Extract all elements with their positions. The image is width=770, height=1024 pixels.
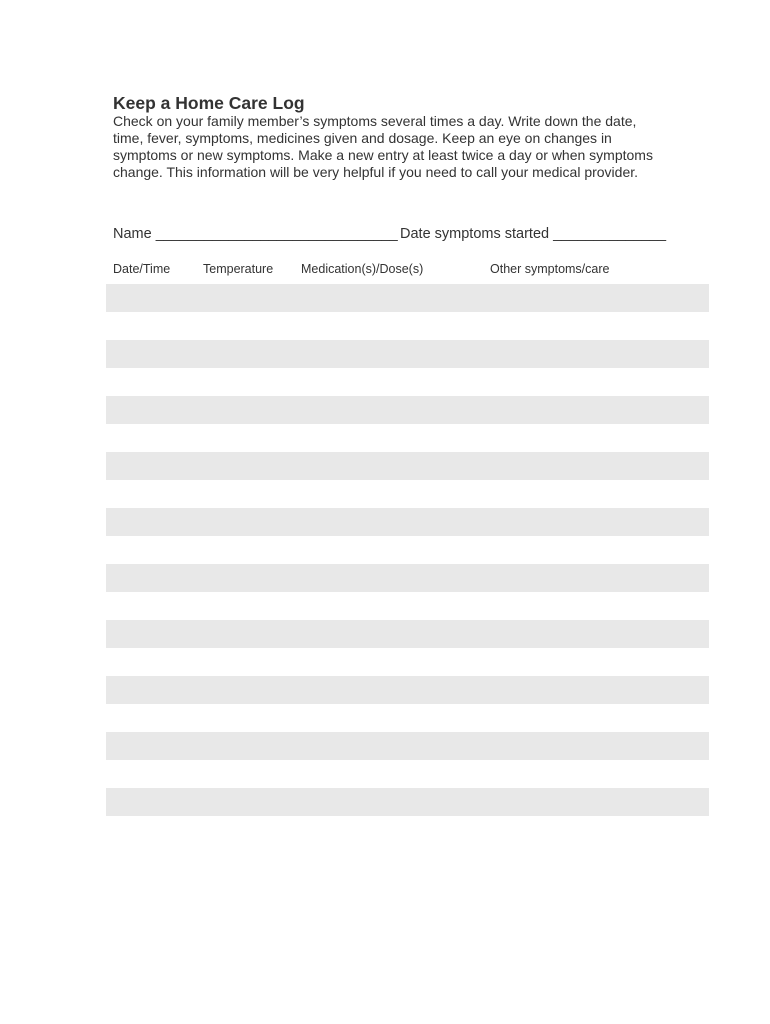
log-row[interactable] bbox=[106, 452, 709, 480]
log-row[interactable] bbox=[106, 676, 709, 704]
log-row[interactable] bbox=[106, 284, 709, 312]
log-row[interactable] bbox=[106, 396, 709, 424]
intro-line: change. This information will be very helpful if you need to call your medical provider. bbox=[113, 164, 639, 180]
date-symptoms-started-field[interactable]: Date symptoms started ______________ bbox=[400, 226, 667, 242]
log-row[interactable] bbox=[106, 620, 709, 648]
name-field[interactable]: Name ______________________________ bbox=[113, 226, 398, 242]
intro-line: Check on your family member’s symptoms several times a day. Write down the date, bbox=[113, 113, 637, 129]
log-row[interactable] bbox=[106, 508, 709, 536]
page-title: Keep a Home Care Log bbox=[113, 93, 305, 113]
log-row[interactable] bbox=[106, 564, 709, 592]
intro-line: symptoms or new symptoms. Make a new entry at least twice a day or when symptoms bbox=[113, 147, 653, 163]
log-row[interactable] bbox=[106, 788, 709, 816]
intro-line: time, fever, symptoms, medicines given and dosage. Keep an eye on changes in bbox=[113, 130, 612, 146]
log-row[interactable] bbox=[106, 732, 709, 760]
intro-paragraph bbox=[113, 113, 673, 181]
column-header-temperature: Temperature bbox=[203, 262, 274, 276]
column-header-date-time: Date/Time bbox=[113, 262, 171, 276]
column-header-other-symptoms: Other symptoms/care bbox=[490, 262, 610, 276]
column-header-medication: Medication(s)/Dose(s) bbox=[301, 262, 424, 276]
log-row[interactable] bbox=[106, 340, 709, 368]
